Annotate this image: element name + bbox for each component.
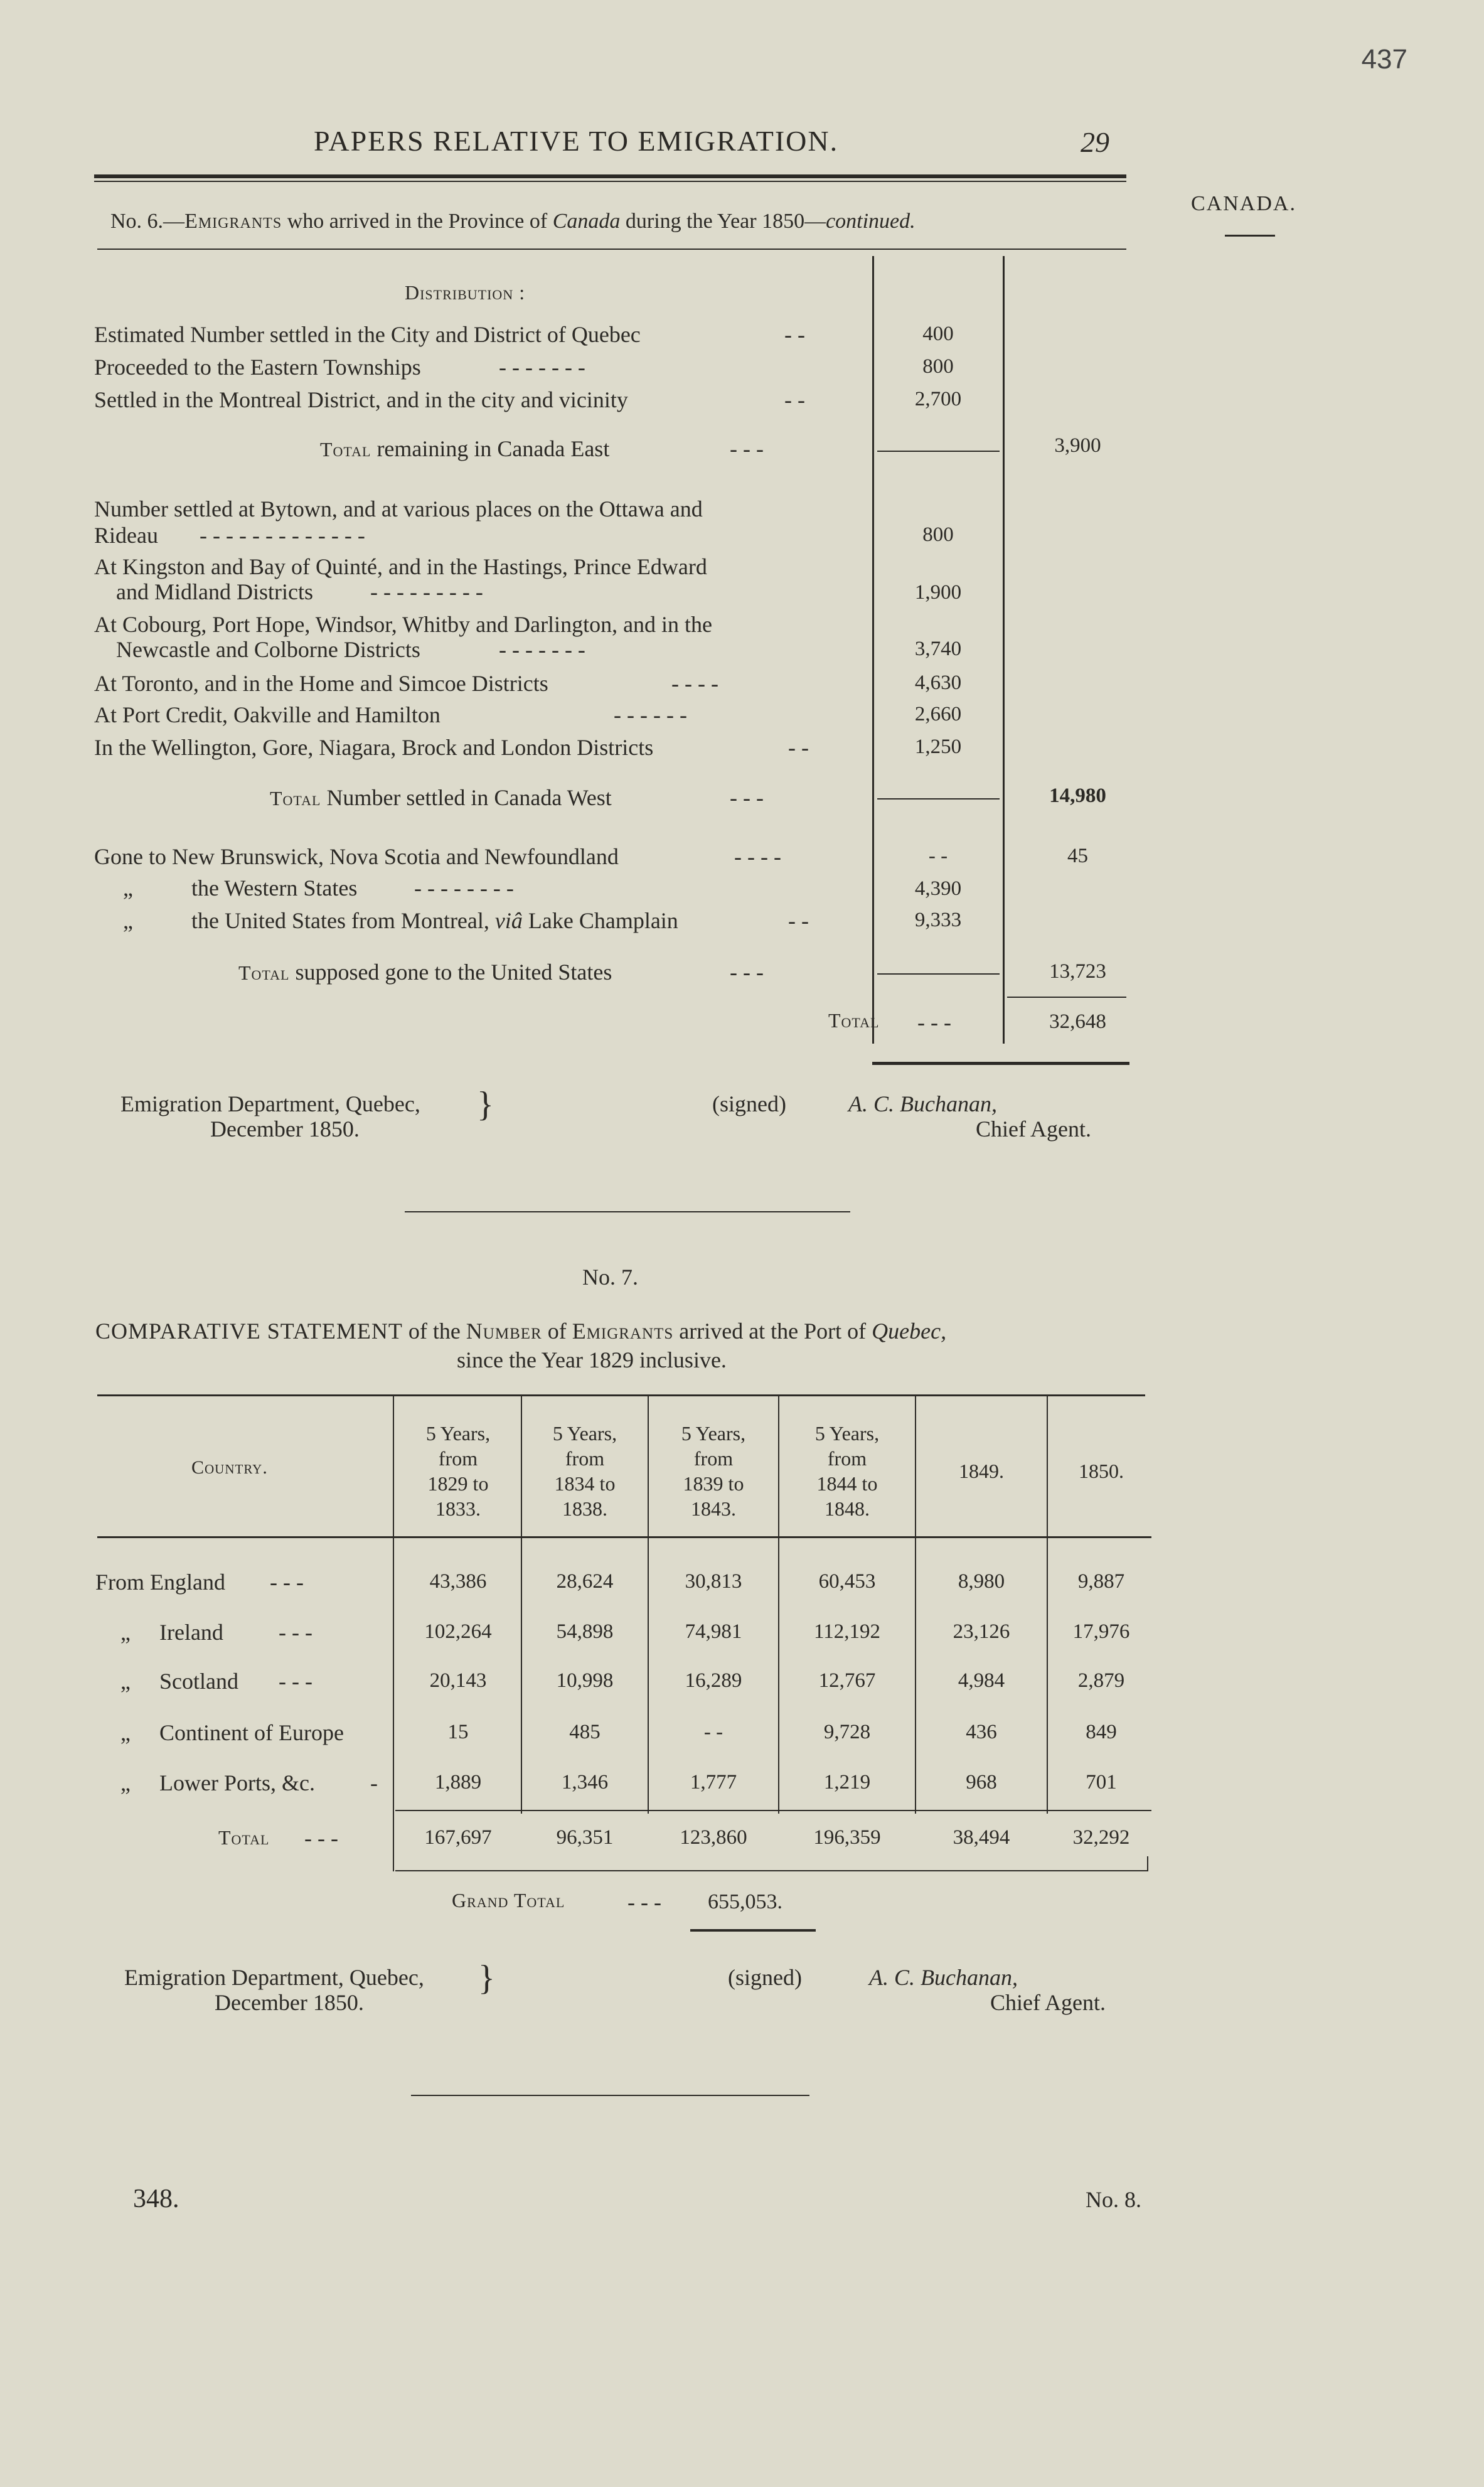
cell: 4,984 — [958, 1669, 1005, 1692]
cell: - - — [703, 1721, 723, 1743]
gone-row-label: the Western States — [191, 875, 358, 901]
west-row-line1: Number settled at Bytown, and at various places on the Ottawa and — [94, 496, 703, 521]
gone-row-dots: - - — [788, 908, 809, 933]
sig1-dept: Emigration Department, Quebec, — [120, 1091, 420, 1116]
row-label: Lower Ports, &c. — [159, 1770, 315, 1795]
west-row-line2: Newcastle and Colborne Districts — [116, 637, 420, 662]
page-number-inner: 29 — [1081, 126, 1109, 158]
table2-bottom-rule — [395, 1870, 1148, 1871]
table-row — [0, 1668, 1484, 1699]
west-row-label: At Toronto, and in the Home and Simcoe Districts — [94, 671, 548, 696]
east-total-sc: Total — [320, 438, 371, 461]
row-label: Scotland — [159, 1669, 238, 1694]
west-row-value: 3,740 — [914, 638, 962, 660]
west-subtotal-rule — [877, 798, 1000, 800]
west-total-sc: Total — [270, 787, 321, 810]
header-line: 1843. — [691, 1497, 736, 1520]
row-label: From England — [95, 1570, 225, 1595]
col-header-1834 — [522, 1421, 648, 1521]
row-dots: - - - — [270, 1570, 304, 1595]
header-line: 1829 to — [427, 1472, 489, 1495]
cell: 436 — [966, 1721, 997, 1743]
margin-note-rule — [1225, 235, 1275, 237]
head-rule-thin — [94, 181, 1126, 182]
west-row-value: 2,660 — [914, 703, 962, 725]
table2-top-rule — [97, 1394, 1145, 1396]
cell: 2,879 — [1077, 1669, 1125, 1692]
us-subtotal-rule — [877, 973, 1000, 975]
cell: 1,889 — [434, 1771, 482, 1794]
header-line: 5 Years, — [814, 1422, 880, 1445]
table1-grand-dots: - - - — [917, 1010, 951, 1035]
sig2-signed: (signed) — [728, 1965, 802, 1990]
table1-grand-value: 32,648 — [1049, 1010, 1106, 1033]
row-dots: - - - — [279, 1620, 312, 1645]
west-row-line2: Rideau — [94, 523, 158, 548]
cell: 54,898 — [556, 1620, 614, 1643]
us-total-sc: Total — [238, 961, 290, 984]
west-row-dots: - - - - - - - - - - - - - — [200, 523, 365, 548]
title-c: of — [542, 1318, 572, 1344]
table1-col-rule-1 — [872, 256, 874, 1044]
sig1-title: Chief Agent. — [976, 1116, 1091, 1142]
cell: 701 — [1086, 1771, 1117, 1794]
cell: 30,813 — [685, 1570, 742, 1593]
cell: 1,346 — [561, 1771, 609, 1794]
gone-row-tail: Lake Champlain — [522, 908, 678, 933]
header-line: 5 Years, — [681, 1422, 746, 1445]
header-line: 1834 to — [554, 1472, 616, 1495]
col2-total-rule — [1007, 997, 1126, 998]
gone-row-via: viâ — [494, 908, 523, 933]
header-line: 1844 to — [816, 1472, 878, 1495]
cell: 849 — [1086, 1721, 1117, 1743]
col-header-1849: 1849. — [959, 1460, 1004, 1482]
west-row-line1: At Cobourg, Port Hope, Windsor, Whitby and Darlington, and in the — [94, 612, 713, 637]
col-header-1829 — [395, 1421, 521, 1521]
row-prefix: „ — [120, 1770, 131, 1795]
table-row — [0, 1770, 1484, 1801]
east-row-value: 800 — [922, 355, 954, 378]
col-header-1844 — [779, 1421, 915, 1521]
cell: 1,777 — [690, 1771, 737, 1794]
west-total-text: Number settled in Canada West — [321, 785, 612, 810]
west-total-value: 14,980 — [1049, 784, 1106, 807]
head-rule-thick — [94, 174, 1126, 178]
cell: 16,289 — [685, 1669, 742, 1692]
east-row-label: Proceeded to the Eastern Townships — [94, 355, 421, 380]
title-comparative: COMPARATIVE STATEMENT — [95, 1318, 403, 1344]
total-cell: 96,351 — [556, 1826, 614, 1849]
east-row-value: 2,700 — [914, 388, 962, 410]
east-row-label: Settled in the Montreal District, and in the city and vicinity — [94, 387, 628, 412]
west-row-line2: and Midland Districts — [116, 579, 313, 604]
row-label: Continent of Europe — [159, 1720, 344, 1745]
cell: 968 — [966, 1771, 997, 1794]
total-cell: 167,697 — [424, 1826, 492, 1849]
sig1-signed: (signed) — [712, 1091, 786, 1116]
us-total-value: 13,723 — [1049, 960, 1106, 983]
cell: 20,143 — [429, 1669, 487, 1692]
footer-right: No. 8. — [1086, 2187, 1141, 2212]
row-label: Ireland — [159, 1620, 223, 1645]
table1-caption — [110, 210, 915, 233]
table2-header-rule — [97, 1536, 1151, 1538]
cell: 17,976 — [1072, 1620, 1130, 1643]
cell: 8,980 — [958, 1570, 1005, 1593]
sig2-date: December 1850. — [215, 1990, 364, 2015]
table2-grand-label: Grand Total — [452, 1889, 565, 1912]
cell: 15 — [447, 1721, 469, 1743]
west-row-value: 1,900 — [914, 581, 962, 604]
cell: 12,767 — [818, 1669, 876, 1692]
gone-row-label — [191, 907, 678, 934]
cell: 1,219 — [823, 1771, 871, 1794]
east-total-label — [320, 436, 609, 462]
cell: 9,728 — [823, 1721, 871, 1743]
header-line: from — [827, 1447, 867, 1470]
table-row — [0, 1569, 1484, 1600]
us-total-dots: - - - — [730, 960, 764, 985]
east-row-dots: - - - - - - - — [499, 355, 585, 380]
cell: 28,624 — [556, 1570, 614, 1593]
grand-total-rule — [690, 1929, 816, 1932]
title-number-sc: Number — [466, 1318, 542, 1344]
east-row-value: 400 — [922, 323, 954, 345]
table2-title-line2: since the Year 1829 inclusive. — [457, 1347, 727, 1372]
us-total-text: supposed gone to the United States — [289, 960, 612, 985]
header-line: 1838. — [562, 1497, 607, 1520]
separator-rule-2 — [411, 2095, 809, 2096]
cell: 10,998 — [556, 1669, 614, 1692]
sig1-brace: } — [477, 1085, 494, 1124]
gone-row-prefix: „ — [123, 875, 133, 901]
col-header-1850: 1850. — [1079, 1460, 1124, 1482]
cell: 485 — [569, 1721, 601, 1743]
row-dots: - — [370, 1770, 378, 1795]
margin-note: CANADA. — [1191, 192, 1296, 215]
gone-row-value: 4,390 — [914, 877, 962, 900]
header-line: 1839 to — [683, 1472, 744, 1495]
east-row-label: Estimated Number settled in the City and District of Quebec — [94, 322, 641, 347]
header-line: from — [693, 1447, 734, 1470]
title-quebec: Quebec, — [872, 1318, 947, 1344]
row-prefix: „ — [120, 1669, 131, 1694]
west-row-label: In the Wellington, Gore, Niagara, Brock and London Districts — [94, 735, 654, 760]
east-row-dots: - - — [784, 322, 805, 347]
caption-mid: who arrived in the Province of — [282, 210, 553, 233]
total-label: Total — [218, 1826, 270, 1849]
east-row-dots: - - — [784, 387, 805, 412]
table2-totals-rule — [395, 1810, 1151, 1811]
west-row-value: 1,250 — [914, 735, 962, 758]
header-line: 1848. — [825, 1497, 870, 1520]
cell: 102,264 — [424, 1620, 492, 1643]
caption-place: Canada — [552, 210, 621, 233]
header-line: from — [565, 1447, 605, 1470]
gone-row-dots: - - - - — [734, 844, 781, 869]
gone-row-dots: - - - - - - - - — [414, 875, 514, 901]
running-head: PAPERS RELATIVE TO EMIGRATION. — [314, 125, 839, 157]
west-row-value: 800 — [922, 523, 954, 546]
west-total-dots: - - - — [730, 785, 764, 810]
table1-col-rule-2 — [1003, 256, 1005, 1044]
east-total-text: remaining in Canada East — [371, 436, 610, 461]
east-subtotal-rule — [877, 451, 1000, 452]
table1-bottom-rule — [872, 1062, 1129, 1065]
table1-top-rule — [97, 249, 1126, 250]
east-total-dots: - - - — [730, 436, 764, 461]
west-row-line1: At Kingston and Bay of Quinté, and in the Hastings, Prince Edward — [94, 554, 707, 579]
gone-row-label: Gone to New Brunswick, Nova Scotia and Newfoundland — [94, 844, 619, 869]
table2-right-tick — [1147, 1856, 1148, 1871]
cell: 43,386 — [429, 1570, 487, 1593]
country-header: Country. — [191, 1457, 268, 1478]
title-emigrants-sc: Emigrants — [572, 1318, 674, 1344]
west-row-dots: - - - - - - - — [499, 637, 585, 662]
page-number-top: 437 — [1361, 44, 1407, 75]
gone-row-prefix: „ — [123, 908, 133, 933]
sig2-title: Chief Agent. — [990, 1990, 1106, 2015]
table1-grand-label: Total — [828, 1009, 880, 1032]
gone-row-text: the United States from Montreal, — [191, 908, 495, 933]
col-header-1839 — [649, 1421, 778, 1521]
table2-number: No. 7. — [582, 1265, 638, 1290]
total-dots: - - - — [304, 1826, 338, 1851]
west-row-dots: - - - - — [671, 671, 718, 696]
table2-title — [95, 1318, 946, 1344]
west-total-label — [270, 784, 612, 811]
table2-grand-dots: - - - — [627, 1890, 661, 1915]
sig2-name: A. C. Buchanan, — [869, 1965, 1018, 1990]
table-row-total — [0, 1825, 1484, 1856]
west-row-dots: - - - - - - — [614, 702, 687, 727]
west-row-dots: - - — [788, 735, 809, 760]
header-line: 1833. — [435, 1497, 481, 1520]
row-prefix: „ — [120, 1620, 131, 1645]
total-cell: 123,860 — [680, 1826, 747, 1849]
caption-emigrants: Emigrants — [184, 210, 282, 233]
cell: 74,981 — [685, 1620, 742, 1643]
total-cell: 32,292 — [1072, 1826, 1130, 1849]
header-line: 5 Years, — [552, 1422, 617, 1445]
table-row — [0, 1720, 1484, 1751]
west-row-label: At Port Credit, Oakville and Hamilton — [94, 702, 440, 727]
caption-continued: continued. — [826, 210, 915, 233]
row-prefix: „ — [120, 1720, 131, 1745]
row-dots: - - - — [279, 1669, 312, 1694]
title-d: arrived at the Port of — [673, 1318, 872, 1344]
sig2-brace: } — [478, 1959, 495, 1998]
table2-grand-value: 655,053. — [708, 1890, 782, 1913]
header-line: from — [438, 1447, 478, 1470]
total-cell: 38,494 — [953, 1826, 1010, 1849]
footer-left: 348. — [133, 2185, 179, 2213]
distribution-heading: Distribution : — [405, 281, 526, 304]
sig1-name: A. C. Buchanan, — [848, 1091, 997, 1116]
gone-row-value: 9,333 — [914, 909, 962, 931]
sig1-date: December 1850. — [210, 1116, 360, 1142]
gone-row-value2: 45 — [1067, 845, 1088, 867]
caption-prefix: No. 6.— — [110, 210, 185, 233]
table-row — [0, 1619, 1484, 1650]
total-cell: 196,359 — [813, 1826, 881, 1849]
us-total-label — [238, 959, 612, 985]
title-b: of the — [402, 1318, 466, 1344]
cell: 9,887 — [1077, 1570, 1125, 1593]
gone-row-value: - - — [928, 845, 948, 867]
separator-rule — [405, 1211, 850, 1212]
cell: 60,453 — [818, 1570, 876, 1593]
sig2-dept: Emigration Department, Quebec, — [124, 1965, 424, 1990]
cell: 112,192 — [813, 1620, 881, 1643]
cell: 23,126 — [953, 1620, 1010, 1643]
east-total-value: 3,900 — [1054, 434, 1101, 457]
west-row-dots: - - - - - - - - - — [370, 579, 483, 604]
header-line: 5 Years, — [425, 1422, 491, 1445]
west-row-value: 4,630 — [914, 671, 962, 694]
caption-mid2: during the Year 1850— — [620, 210, 826, 233]
